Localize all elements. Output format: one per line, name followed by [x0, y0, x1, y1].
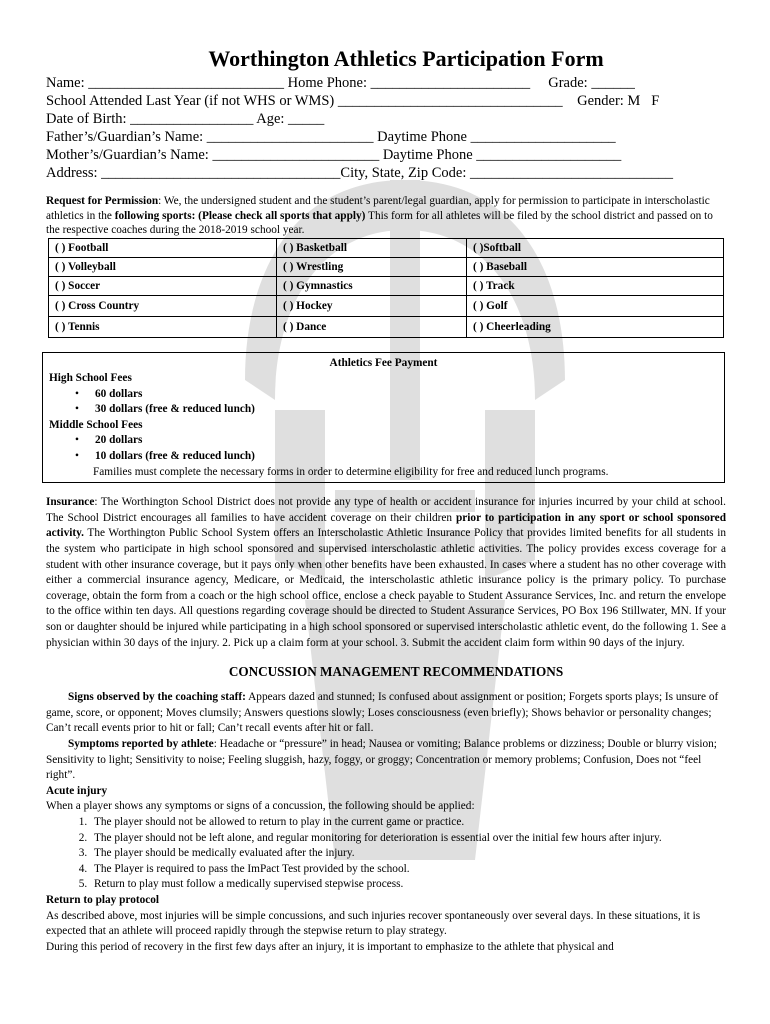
sport-golf-checkbox[interactable]: ( ) Golf [467, 295, 724, 316]
fee-item: • 30 dollars (free & reduced lunch) [75, 402, 718, 418]
sports-row [49, 238, 724, 257]
sport-gymnastics-checkbox[interactable]: ( ) Gymnastics [277, 276, 467, 295]
symptoms-text: : Headache or “pressure” in head; Nausea or vomiting; Balance problems or dizziness; Double or blurry vision; Sensitivity to light; Sensitivity to noise; Feeling sluggish, hazy, foggy, or groggy; Concentration or memory problems; Confusion, Does not “feel right”. [46, 737, 717, 782]
list-item: 3. The player should be medically evaluated after the injury. [90, 846, 726, 862]
signs-paragraph [46, 690, 726, 737]
fee-box-title: Athletics Fee Payment [329, 356, 438, 369]
return-to-play-heading: Return to play protocol [46, 893, 160, 906]
concussion-heading: CONCUSSION MANAGEMENT RECOMMENDATIONS [228, 664, 564, 680]
acute-injury-list [90, 815, 726, 893]
sports-row [49, 257, 724, 276]
fee-note: Families must complete the necessary forms in order to determine eligibility for free and reduced lunch programs. [93, 465, 609, 478]
symptoms-paragraph [46, 737, 726, 784]
sport-wrestling-checkbox[interactable]: ( ) Wrestling [277, 257, 467, 276]
sport-track-checkbox[interactable]: ( ) Track [467, 276, 724, 295]
sport-tennis-checkbox[interactable]: ( ) Tennis [49, 316, 277, 337]
insurance-bold: prior to participation in any sport or school sponsored activity. [46, 511, 726, 540]
sport-soccer-checkbox[interactable]: ( ) Soccer [49, 276, 277, 295]
address-line[interactable]: Address: _________________________________City, State, Zip Code: ____________________________ [46, 165, 673, 181]
signs-label: Signs observed by the coaching staff: [68, 691, 246, 704]
sport-basketball-checkbox[interactable]: ( ) Basketball [277, 238, 467, 257]
acute-injury-heading: Acute injury [46, 784, 108, 797]
return-to-play-text-continued: During this period of recovery in the first few days after an injury, it is important to emphasize to the athlete that physical and [46, 940, 614, 953]
sport-football-checkbox[interactable]: ( ) Football [49, 238, 277, 257]
permission-text-a: : We, the undersigned student and the student’s parent/legal guardian, apply for permission to participate in interscholastic athletics in the [46, 195, 710, 222]
list-item: 4. The Player is required to pass the ImPact Test provided by the school. [90, 862, 726, 878]
fee-item: • 60 dollars [75, 387, 718, 403]
permission-label: Request for Permission [46, 195, 159, 207]
mother-guardian-line[interactable]: Mother’s/Guardian’s Name: _______________________ Daytime Phone ____________________ [46, 147, 622, 163]
fee-item: • 20 dollars [75, 433, 718, 449]
name-phone-grade-line[interactable]: Name: ___________________________ Home Phone: ______________________ Grade: ______ [46, 75, 635, 91]
insurance-text-b: The Worthington Public School System offers an Interscholastic Athletic Insurance Policy that provides limited benefits for all students in the system who participate in high school sponsored and supervised interscholastic athletic activities. The policy provides excess coverage for a student with other insurance coverage, but it pays only when other benefits have been exhausted. In cases where a student has no other coverage with either a commercial insurance agency, Medicare, or Medicaid, the interscholastic athletic insurance policy is the primary policy. To purchase coverage, obtain the form from a coach or the high school office, enclose a check payable to Student Assurance Services, Inc. and return the envelope to the office within ten days. All questions regarding coverage should be directed to Student Assurance Services, PO Box 196 Stillwater, MN. If your son or daughter should be injured while participating in a high school sponsored or supervised interscholastic athletic event, do the following 1. See a physician within 30 days of the injury. 2. Pick up a claim form at your school. 3. Submit the accident claim form within 90 days of the injury. [46, 527, 726, 649]
symptoms-label: Symptoms reported by athlete [68, 737, 214, 750]
high-school-fees-heading: High School Fees [49, 372, 132, 385]
form-content [46, 46, 726, 955]
father-guardian-line[interactable]: Father’s/Guardian’s Name: _______________________ Daytime Phone ____________________ [46, 129, 616, 145]
signs-text: Appears dazed and stunned; Is confused about assignment or position; Forgets sports plays; Is unsure of game, score, or opponent; Moves clumsily; Answers questions slowly; Loses consciousness (even briefly); Shows behavior or personality changes; Can’t recall events prior to hit or fall; Can’t recall events after hit or fall. [46, 691, 719, 735]
fee-item: • 10 dollars (free & reduced lunch) [75, 449, 718, 465]
sport-baseball-checkbox[interactable]: ( ) Baseball [467, 257, 724, 276]
middle-school-fees-heading: Middle School Fees [49, 418, 143, 431]
permission-text-b: This form for all athletes will be filed by the school district and passed on to the respective coaches during the 2018-2019 school year. [46, 209, 713, 236]
fee-payment-box [42, 352, 725, 484]
insurance-text-a: : The Worthington School District does not provide any type of health or accident insurance for injuries incurred by your child at school. The School District encourages all families to have accident coverage on their children [46, 496, 726, 524]
school-gender-line[interactable]: School Attended Last Year (if not WHS or WMS) _______________________________ Gender: M F [46, 93, 660, 109]
permission-paragraph [46, 194, 726, 238]
return-to-play-text: As described above, most injuries will be simple concussions, and such injuries recover spontaneously over several days. In these situations, it is expected that an athlete will proceed rapidly through the stepwise return to play strategy. [46, 909, 701, 938]
list-item: 1. The player should not be allowed to return to play in the current game or practice. [90, 815, 726, 831]
form-title: Worthington Athletics Participation Form [208, 46, 604, 71]
permission-bold: following sports: (Please check all sports that apply) [114, 209, 366, 222]
sports-table [48, 238, 724, 338]
sports-row [49, 316, 724, 337]
sport-softball-checkbox[interactable]: ( )Softball [467, 238, 724, 257]
insurance-paragraph [46, 495, 726, 651]
list-item: 5. Return to play must follow a medically supervised stepwise process. [90, 877, 726, 893]
concussion-section [46, 690, 726, 955]
sport-hockey-checkbox[interactable]: ( ) Hockey [277, 295, 467, 316]
middle-school-fees-list [75, 433, 718, 464]
sport-cross-country-checkbox[interactable]: ( ) Cross Country [49, 295, 277, 316]
insurance-label: Insurance [46, 496, 95, 509]
sport-dance-checkbox[interactable]: ( ) Dance [277, 316, 467, 337]
high-school-fees-list [75, 387, 718, 418]
sports-row [49, 276, 724, 295]
list-item: 2. The player should not be left alone, and regular monitoring for deterioration is essential over the initial few hours after injury. [90, 831, 726, 847]
birth-age-line[interactable]: Date of Birth: _________________ Age: _____ [46, 111, 325, 127]
sport-cheerleading-checkbox[interactable]: ( ) Cheerleading [467, 316, 724, 337]
acute-injury-intro: When a player shows any symptoms or signs of a concussion, the following should be applied: [46, 800, 475, 813]
sport-volleyball-checkbox[interactable]: ( ) Volleyball [49, 257, 277, 276]
sports-row [49, 295, 724, 316]
